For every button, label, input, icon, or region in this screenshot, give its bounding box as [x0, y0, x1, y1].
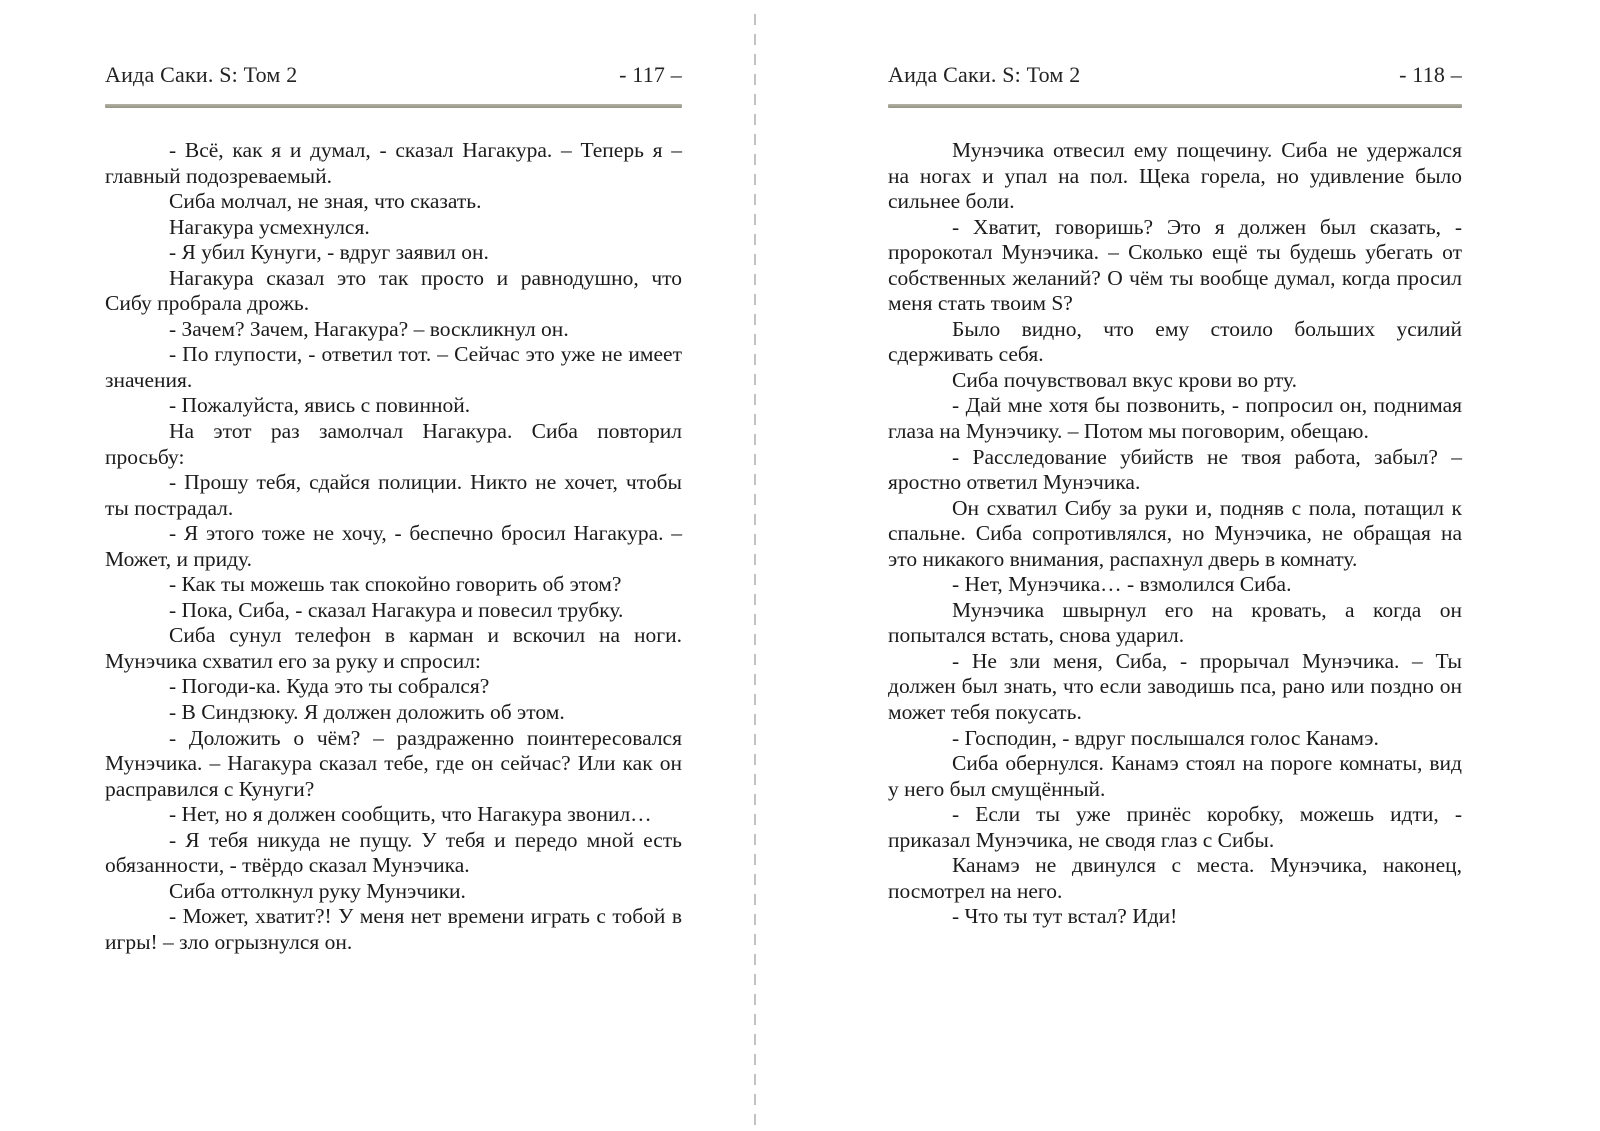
paragraph: Нагакура сказал это так просто и равнодушно, что Сибу пробрала дрожь. [105, 265, 682, 316]
paragraph: Сиба почувствовал вкус крови во рту. [952, 367, 1298, 392]
paragraph: На этот раз замолчал Нагакура. Сиба повторил просьбу: [105, 419, 682, 469]
left-page-header [105, 62, 682, 88]
paragraph: Он схватил Сибу за руки и, подняв с пола, потащил к спальне. Сиба сопротивлялся, но Мунэчика, не обращая на это никакого внимания, распахнул дверь в комнату. [888, 495, 1462, 571]
paragraph: - Пожалуйста, явись с повинной. [169, 393, 471, 418]
paragraph: - Пока, Сиба, - сказал Нагакура и повесил трубку. [169, 597, 624, 622]
paragraph: - По глупости, - ответил тот. – Сейчас это уже не имеет значения. [105, 342, 682, 392]
paragraph: - Расследование убийств не твоя работа, забыл? – яростно ответил Мунэчика. [888, 444, 1462, 495]
book-title: Аида Саки. S: Том 2 [105, 62, 298, 87]
paragraph: - Может, хватит?! У меня нет времени играть с тобой в игры! – зло огрызнулся он. [105, 904, 682, 954]
paragraph: Сиба обернулся. Канамэ стоял на пороге комнаты, вид у него был смущённый. [888, 751, 1462, 801]
paragraph: Было видно, что ему стоило больших усилий сдерживать себя. [888, 316, 1462, 367]
paragraph: - Дай мне хотя бы позвонить, - попросил он, поднимая глаза на Мунэчику. – Потом мы поговорим, обещаю. [888, 393, 1462, 444]
left-page-body [105, 138, 682, 956]
paragraph: - Доложить о чём? – раздраженно поинтересовался Мунэчика. – Нагакура сказал тебе, где он сейчас? Или как он расправился с Кунуги? [105, 725, 682, 801]
right-page-body [888, 138, 1462, 930]
paragraph: - Прошу тебя, сдайся полиции. Никто не хочет, чтобы ты пострадал. [105, 470, 682, 520]
paragraph: - Я этого тоже не хочу, - беспечно бросил Нагакура. – Может, и приду. [105, 521, 682, 571]
paragraph: - Если ты уже принёс коробку, можешь идти, - приказал Мунэчика, не сводя глаз с Сибы. [888, 802, 1462, 852]
paragraph: - Нет, но я должен сообщить, что Нагакура звонил… [169, 802, 652, 827]
page-number: - 117 – [619, 62, 682, 87]
paragraph: - Что ты тут встал? Иди! [952, 904, 1178, 929]
page-divider-dashed-line [754, 14, 756, 1131]
paragraph: Сиба оттолкнул руку Мунэчики. [169, 878, 466, 903]
paragraph: Мунэчика отвесил ему пощечину. Сиба не удержался на ногах и упал на пол. Щека горела, но удивление было сильнее боли. [888, 138, 1462, 214]
header-rule [105, 104, 682, 108]
paragraph: - Всё, как я и думал, - сказал Нагакура. – Теперь я – главный подозреваемый. [105, 138, 682, 188]
paragraph: - Погоди-ка. Куда это ты собрался? [169, 674, 490, 699]
book-title: Аида Саки. S: Том 2 [888, 62, 1081, 87]
paragraph: Мунэчика швырнул его на кровать, а когда он попытался встать, снова ударил. [888, 597, 1462, 648]
paragraph: - Господин, - вдруг послышался голос Канамэ. [952, 725, 1379, 750]
paragraph: - Не зли меня, Сиба, - прорычал Мунэчика. – Ты должен был знать, что если заводишь пса, рано или поздно он может тебя покусать. [888, 648, 1462, 725]
paragraph: - Хватит, говоришь? Это я должен был сказать, - пророкотал Мунэчика. – Сколько ещё ты будешь убегать от собственных желаний? О чём ты вообще думал, когда просил меня стать твоим S? [888, 214, 1462, 316]
paragraph: - В Синдзюку. Я должен доложить об этом. [169, 700, 565, 725]
right-page-header [888, 62, 1462, 88]
left-page [105, 62, 682, 956]
paragraph: - Нет, Мунэчика… - взмолился Сиба. [952, 572, 1292, 597]
paragraph: - Я тебя никуда не пущу. У тебя и передо мной есть обязанности, - твёрдо сказал Мунэчика. [105, 827, 682, 878]
paragraph: Нагакура усмехнулся. [169, 214, 370, 239]
paragraph: - Как ты можешь так спокойно говорить об этом? [169, 572, 622, 597]
paragraph: - Я убил Кунуги, - вдруг заявил он. [169, 240, 489, 265]
page-number: - 118 – [1399, 62, 1462, 87]
paragraph: - Зачем? Зачем, Нагакура? – воскликнул он. [169, 316, 569, 341]
header-rule [888, 104, 1462, 108]
paragraph: Сиба молчал, не зная, что сказать. [169, 189, 482, 214]
right-page [888, 62, 1462, 930]
paragraph: Сиба сунул телефон в карман и вскочил на ноги. Мунэчика схватил его за руку и спросил: [105, 623, 682, 673]
paragraph: Канамэ не двинулся с места. Мунэчика, наконец, посмотрел на него. [888, 853, 1462, 903]
